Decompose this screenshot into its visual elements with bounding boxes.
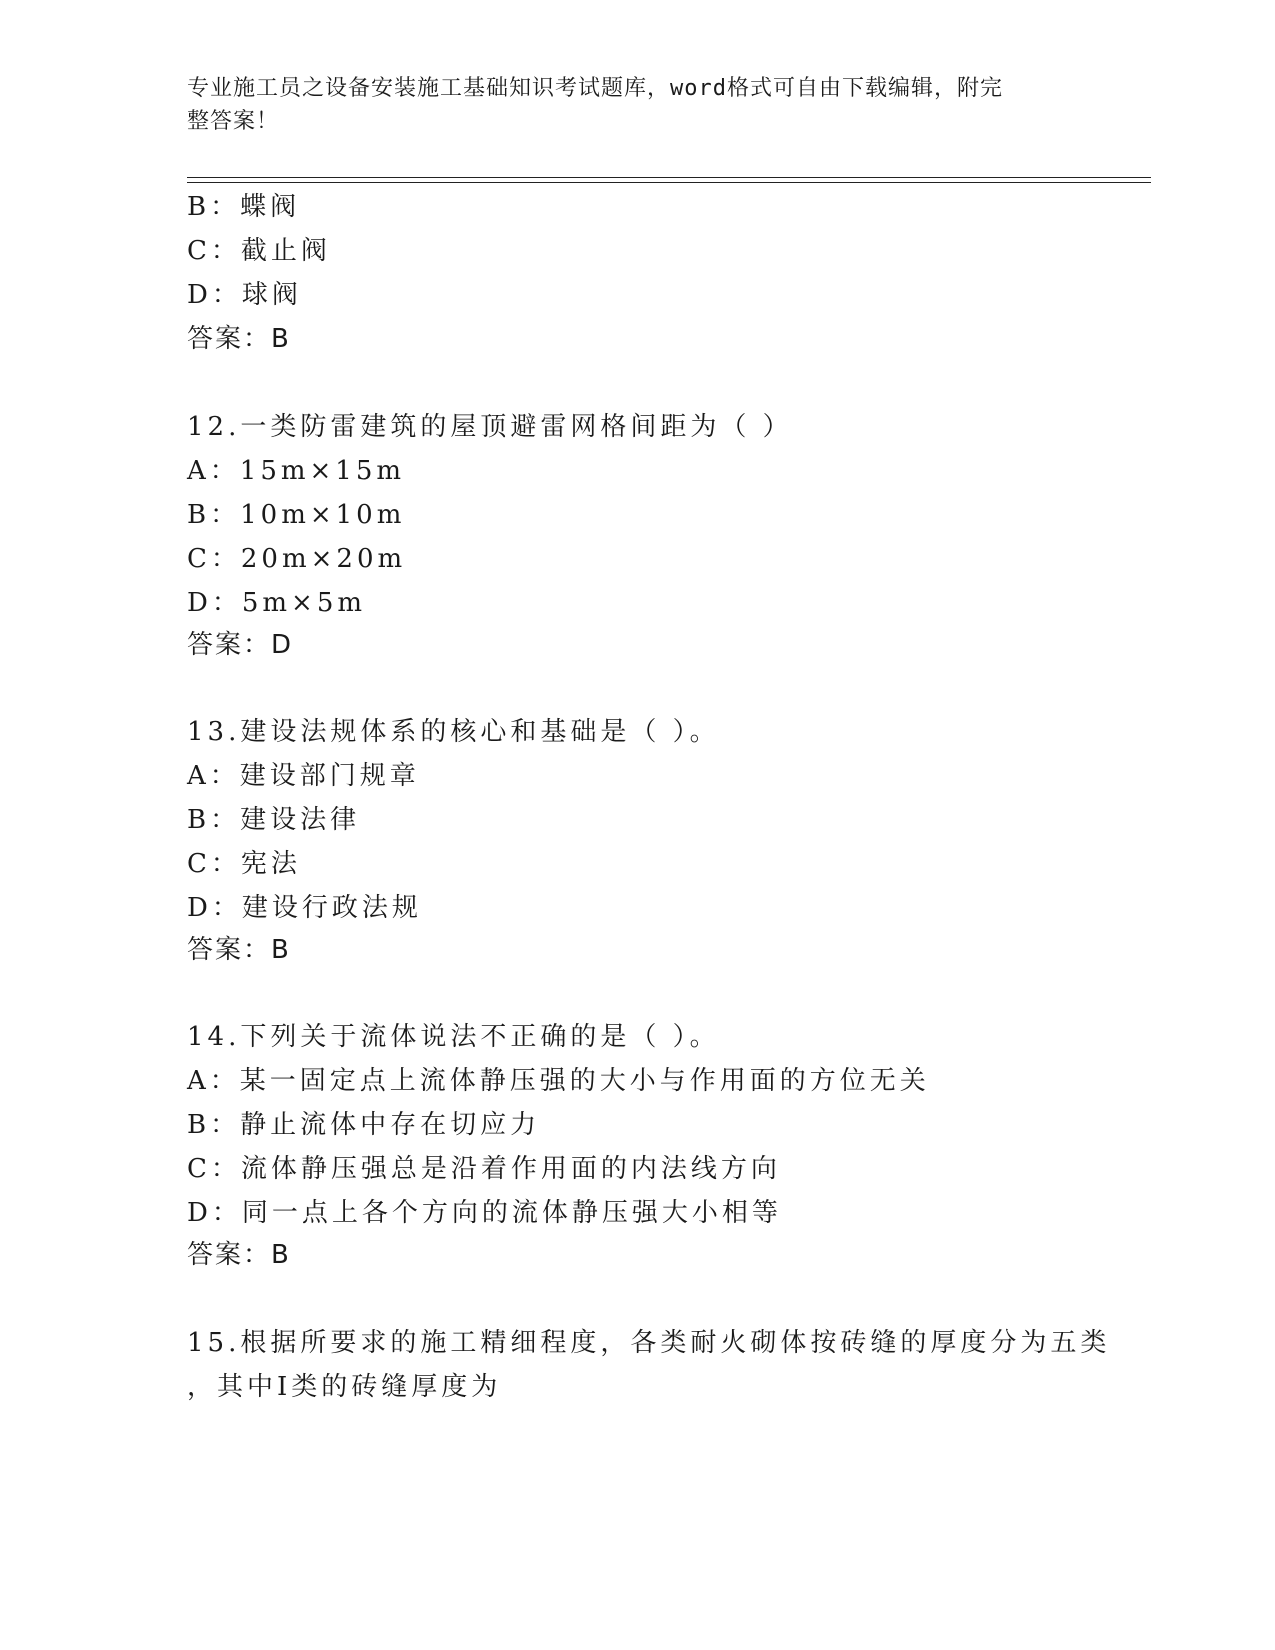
q14-answer: 答案：B xyxy=(187,1240,291,1270)
q14-option-c: C：流体静压强总是沿着作用面的内法线方向 xyxy=(187,1154,781,1184)
q14-option-a: A：某一固定点上流体静压强的大小与作用面的方位无关 xyxy=(187,1066,930,1096)
q12-option-b: B：10m×10m xyxy=(187,500,406,530)
q11-option-d: D：球阀 xyxy=(187,280,302,310)
q12-answer: 答案：D xyxy=(187,630,294,660)
document-header xyxy=(187,72,1087,138)
q14-option-d: D：同一点上各个方向的流体静压强大小相等 xyxy=(187,1198,782,1228)
q12-option-d: D：5m×5m xyxy=(187,588,367,618)
q12-option-a: A：15m×15m xyxy=(187,456,406,486)
q15-stem-line-1: 15.根据所要求的施工精细程度，各类耐火砌体按砖缝的厚度分为五类 xyxy=(187,1328,1111,1358)
q14-option-b: B：静止流体中存在切应力 xyxy=(187,1110,541,1140)
q11-option-b: B：蝶阀 xyxy=(187,192,301,222)
q11-option-c: C：截止阀 xyxy=(187,236,331,266)
q11-answer: 答案：B xyxy=(187,324,291,354)
header-line-1: 专业施工员之设备安装施工基础知识考试题库，word格式可自由下载编辑，附完 xyxy=(187,76,1003,101)
q12-stem: 12.一类防雷建筑的屋顶避雷网格间距为（ ） xyxy=(187,412,793,442)
q12-option-c: C：20m×20m xyxy=(187,544,407,574)
header-divider-top xyxy=(187,177,1151,178)
q13-option-c: C：宪法 xyxy=(187,849,301,879)
q14-stem: 14.下列关于流体说法不正确的是（ ）。 xyxy=(187,1022,720,1052)
q13-option-d: D：建设行政法规 xyxy=(187,893,422,923)
header-line-2: 整答案！ xyxy=(187,109,280,134)
q13-stem: 13.建设法规体系的核心和基础是（ ）。 xyxy=(187,717,720,747)
q13-option-a: A：建设部门规章 xyxy=(187,761,420,791)
header-divider-bottom xyxy=(187,182,1151,183)
q13-answer: 答案：B xyxy=(187,935,291,965)
q15-stem-line-2: ，其中Ⅰ类的砖缝厚度为 xyxy=(187,1372,502,1402)
q13-option-b: B：建设法律 xyxy=(187,805,361,835)
